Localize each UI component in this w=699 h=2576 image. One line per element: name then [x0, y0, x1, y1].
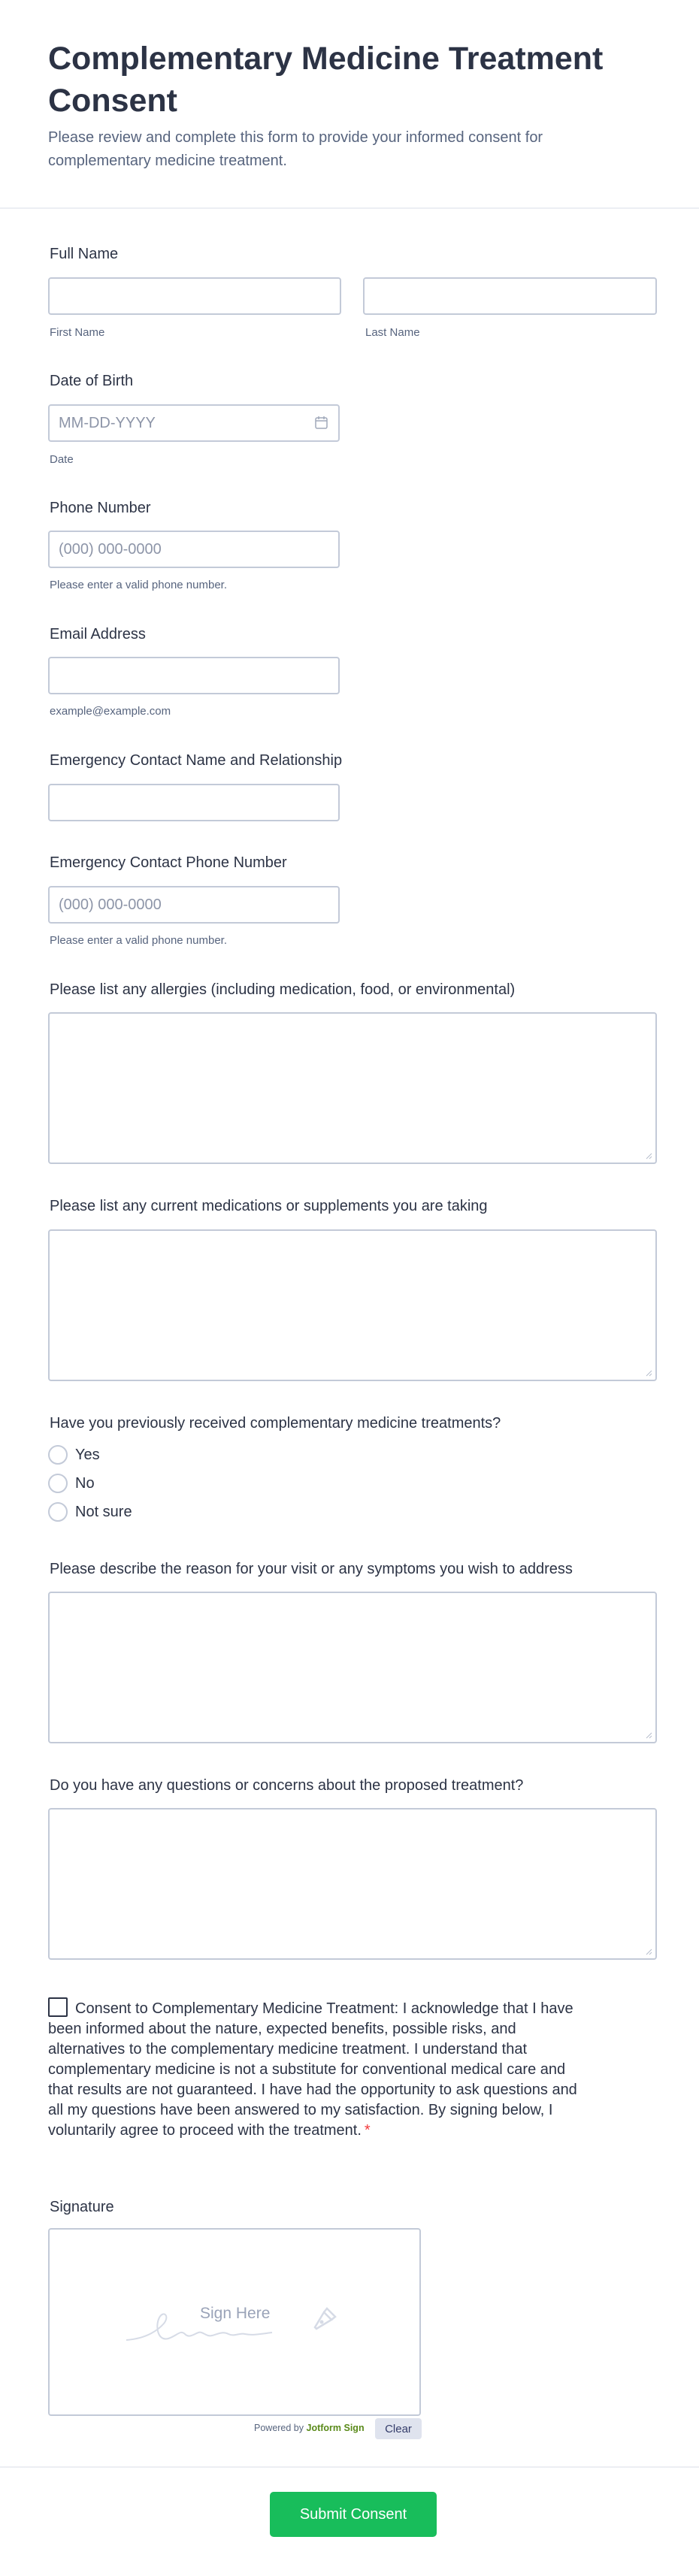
- form-header: [48, 38, 649, 173]
- emergency-phone-label: Emergency Contact Phone Number: [50, 854, 287, 871]
- calendar-icon[interactable]: [315, 416, 328, 429]
- clear-signature-button[interactable]: Clear: [375, 2418, 422, 2439]
- resize-grip-icon[interactable]: [645, 1152, 652, 1160]
- emergency-phone-sublabel: Please enter a valid phone number.: [50, 934, 227, 947]
- first-name-sublabel: First Name: [50, 326, 105, 339]
- medications-textarea[interactable]: [48, 1229, 657, 1381]
- email-input[interactable]: [48, 657, 340, 694]
- last-name-sublabel: Last Name: [365, 326, 420, 339]
- consent-text: Consent to Complementary Medicine Treatment: I acknowledge that I have been informed about the nature, expected benefits, possible risks, and alternatives to the complementary medicine treatment. I understand that complementary medicine is not a substitute for conventional medical care and that results are not guaranteed. I have had the opportunity to ask questions and all my questions have been answered to my satisfaction. By signing below, I voluntarily agree to proceed with the treatment.: [48, 2000, 577, 2139]
- resize-grip-icon[interactable]: [645, 1731, 652, 1739]
- resize-grip-icon[interactable]: [645, 1369, 652, 1377]
- form-title: Complementary Medicine Treatment Consent: [48, 41, 604, 119]
- sign-here-placeholder: Sign Here: [200, 2305, 271, 2322]
- radio-button[interactable]: [48, 1445, 68, 1465]
- dob-placeholder: MM-DD-YYYY: [59, 414, 156, 431]
- questions-textarea[interactable]: [48, 1808, 657, 1960]
- phone-sublabel: Please enter a valid phone number.: [50, 579, 227, 591]
- radio-option-no[interactable]: [48, 1474, 95, 1493]
- powered-by-prefix: Powered by: [254, 2423, 304, 2433]
- consent-checkbox[interactable]: [48, 1997, 68, 2017]
- pen-icon: [309, 2305, 339, 2335]
- medications-label: Please list any current medications or supplements you are taking: [50, 1198, 488, 1214]
- dob-sublabel: Date: [50, 453, 74, 466]
- dob-label: Date of Birth: [50, 373, 134, 389]
- jotform-sign-brand: Jotform Sign: [306, 2423, 365, 2433]
- radio-button[interactable]: [48, 1474, 68, 1493]
- resize-grip-icon[interactable]: [645, 1948, 652, 1955]
- reason-label: Please describe the reason for your visit or any symptoms you wish to address: [50, 1561, 573, 1577]
- signature-pad[interactable]: [48, 2228, 421, 2416]
- questions-label: Do you have any questions or concerns about the proposed treatment?: [50, 1777, 524, 1794]
- previous-treatments-label: Have you previously received complementary medicine treatments?: [50, 1415, 501, 1432]
- radio-label: No: [75, 1474, 95, 1492]
- emergency-name-label: Emergency Contact Name and Relationship: [50, 752, 343, 769]
- consent-checkbox-row[interactable]: [48, 1997, 589, 2141]
- allergies-textarea[interactable]: [48, 1012, 657, 1164]
- reason-textarea[interactable]: [48, 1592, 657, 1743]
- phone-input[interactable]: [48, 531, 340, 568]
- radio-button[interactable]: [48, 1502, 68, 1522]
- submit-button[interactable]: Submit Consent: [270, 2492, 437, 2537]
- powered-by: [254, 2423, 365, 2433]
- first-name-input[interactable]: [48, 277, 341, 315]
- last-name-input[interactable]: [363, 277, 657, 315]
- email-sublabel: example@example.com: [50, 705, 171, 718]
- radio-option-yes[interactable]: [48, 1445, 100, 1465]
- radio-option-not-sure[interactable]: [48, 1502, 132, 1522]
- radio-label: Yes: [75, 1446, 100, 1463]
- full-name-label: Full Name: [50, 246, 119, 262]
- allergies-label: Please list any allergies (including medication, food, or environmental): [50, 981, 516, 998]
- phone-placeholder: (000) 000-0000: [59, 540, 162, 558]
- required-mark: *: [364, 2122, 371, 2139]
- radio-label: Not sure: [75, 1503, 132, 1520]
- footer-divider: [0, 2466, 699, 2468]
- email-label: Email Address: [50, 626, 146, 642]
- header-divider: [0, 207, 699, 209]
- dob-input[interactable]: [48, 404, 340, 442]
- phone-label: Phone Number: [50, 500, 151, 516]
- emergency-phone-input[interactable]: [48, 886, 340, 924]
- form-subtitle: Please review and complete this form to provide your informed consent for complementary medicine treatment.: [48, 129, 543, 169]
- emergency-phone-placeholder: (000) 000-0000: [59, 896, 162, 913]
- signature-label: Signature: [50, 2199, 114, 2215]
- emergency-name-input[interactable]: [48, 784, 340, 821]
